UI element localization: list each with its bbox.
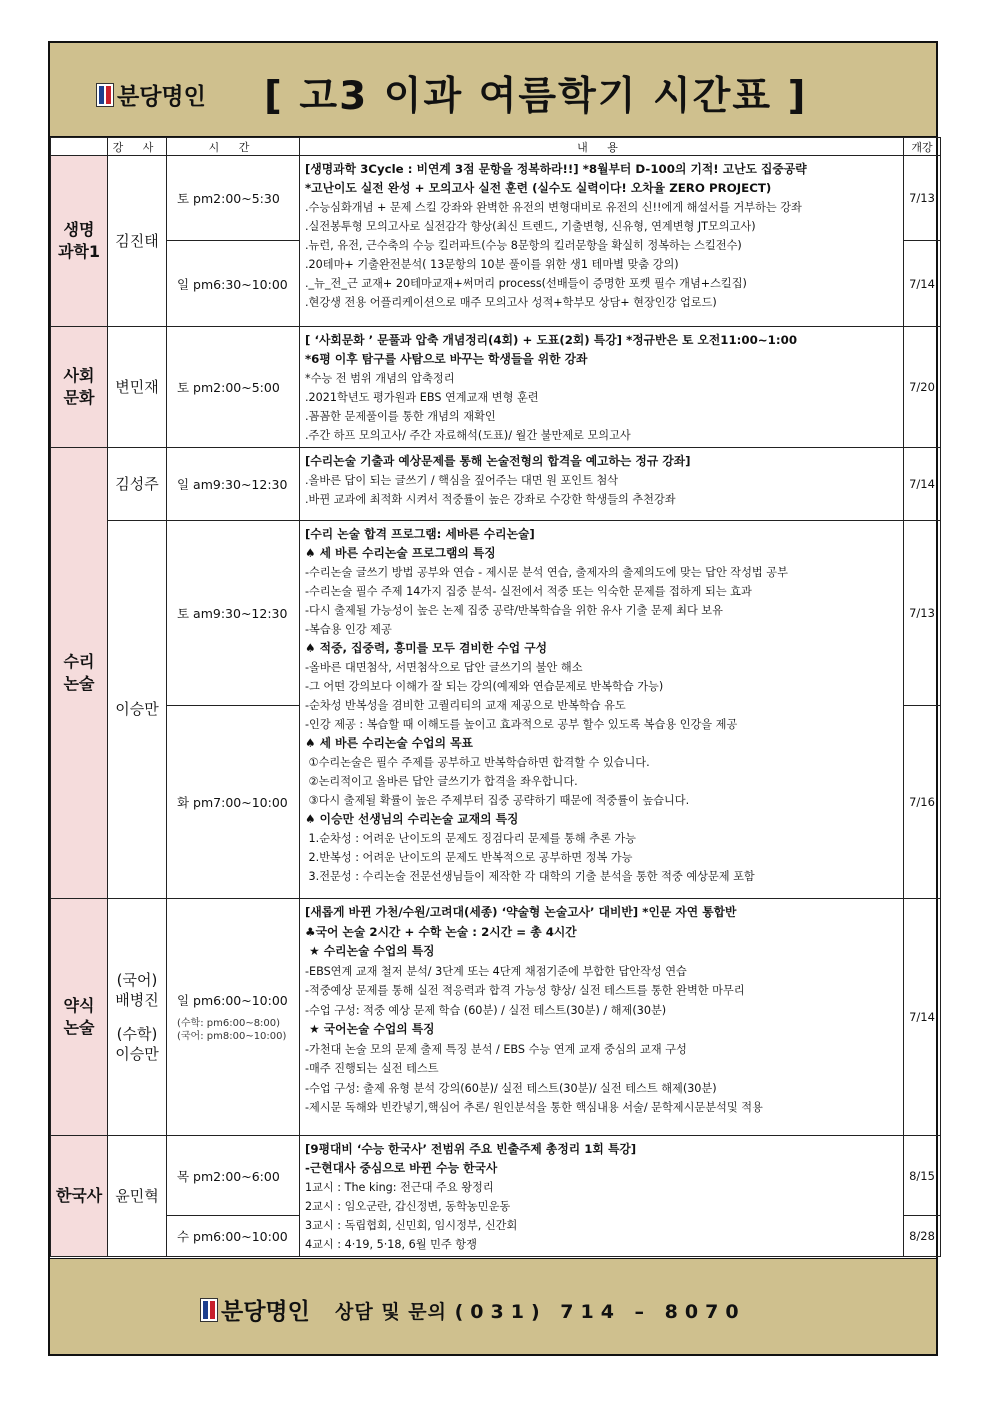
brand-logo-icon xyxy=(96,83,114,107)
content-line: 1교시 : The king: 전근대 주요 왕정리 xyxy=(305,1181,494,1194)
content-line: [새롭게 바뀐 가천/수원/고려대(세종) ‘약술형 논술고사’ 대비반] *인문 자연 통합반 xyxy=(305,905,737,919)
brand-name: 분당명인 xyxy=(117,84,206,110)
time-cell xyxy=(167,899,300,1136)
content-line: .20테마+ 기출완전분석( 13문항의 10분 풀이를 위한 생1 테마별 맞춤 강의) xyxy=(305,258,679,271)
content-line: 3.전문성 : 수리논술 전문선생님들이 제작한 각 대학의 기출 분석을 통한 적중 예상문제 포함 xyxy=(305,870,755,883)
content-line: -가천대 논술 모의 문제 출제 특징 분석 / EBS 수능 연계 교재 중심의 교재 구성 xyxy=(305,1042,687,1056)
content-line: 3교시 : 독립협회, 신민회, 임시정부, 신간회 xyxy=(305,1219,518,1232)
content-line: *수능 전 범위 개념의 압축정리 xyxy=(305,372,455,385)
content-line: .실전봉투형 모의고사로 실전감각 향상(최신 트렌드, 기출변형, 신유형, 연계변형 JT모의고사) xyxy=(305,220,756,233)
content-line: -제시문 독해와 빈칸넣기,핵심어 추론/ 원인분석을 통한 핵심내용 서술/ 문학제시문분석및 적용 xyxy=(305,1101,763,1114)
content-line: ★ 수리논술 수업의 특징 xyxy=(305,944,435,958)
content-line: -수업 구성: 출제 유형 분석 강의(60분)/ 실전 테스트(30분)/ 실전 테스트 해제(30분) xyxy=(305,1081,717,1095)
contact-info xyxy=(335,1297,746,1324)
content-line: .수능심화개념 + 문제 스킬 강좌와 완벽한 유전의 변형대비로 유전의 신!!에게 해설서를 거부하는 강좌 xyxy=(305,201,802,214)
content-line: -수리논술 필수 주제 14가지 집중 분석- 실전에서 적중 또는 익숙한 문제를 접하게 되는 효과 xyxy=(305,585,752,598)
content-line: -인강 제공 : 복습할 때 이해도를 높이고 효과적으로 공부 할수 있도록 복습용 인강을 제공 xyxy=(305,718,738,731)
teacher-cell: 김성주 xyxy=(108,448,167,521)
content-cell xyxy=(300,1136,904,1257)
column-header-start: 개강 xyxy=(904,138,941,156)
subject-cell: 수리 논술 xyxy=(51,448,108,899)
time-cell: 일 pm6:30~10:00 xyxy=(167,241,300,327)
content-line: -EBS연계 교재 철저 분석/ 3단계 또는 4단계 채점기준에 부합한 답안작성 연습 xyxy=(305,964,687,978)
time-cell: 목 pm2:00~6:00 xyxy=(167,1136,300,1216)
subject-cell: 생명 과학1 xyxy=(51,156,108,327)
content-line: ①수리논술은 필수 주제를 공부하고 반복학습하면 합격할 수 있습니다. xyxy=(305,756,650,769)
time-cell: 화 pm7:00~10:00 xyxy=(167,706,300,899)
content-line: -올바른 대면첨삭, 서면첨삭으로 답안 글쓰기의 불안 해소 xyxy=(305,661,583,674)
teacher-spacer xyxy=(108,1010,166,1024)
content-line: -그 어떤 강의보다 이해가 잘 되는 강의(예제와 연습문제로 반복학습 가능) xyxy=(305,680,664,693)
content-line: -복습용 인강 제공 xyxy=(305,623,392,636)
content-line: ♠ 적중, 집중력, 흥미를 모두 겸비한 수업 구성 xyxy=(305,641,548,655)
content-line: -수리논술 글쓰기 방법 공부와 연습 - 제시문 분석 연습, 출제자의 출제의도에 맞는 답안 작성법 공부 xyxy=(305,566,788,579)
content-line: *고난이도 실전 완성 + 모의고사 실전 훈련 (실수도 실력이다! 오차율 ZERO PROJECT) xyxy=(305,181,772,195)
teacher-math: (수학) 이승만 xyxy=(115,1025,159,1064)
content-line: .현강생 전용 어플리케이션으로 매주 모의고사 성적+학부모 상담+ 현장인강 업로드) xyxy=(305,296,717,309)
start-date-cell: 7/13 xyxy=(904,521,941,706)
footer-logo xyxy=(200,1293,310,1326)
subject-cell: 약식 논술 xyxy=(51,899,108,1136)
content-line: ★ 국어논술 수업의 특징 xyxy=(305,1022,435,1036)
content-line: .뉴런, 유전, 근수축의 수능 킬러파트(수능 8문항의 킬러문항을 확실히 정복하는 스킬전수) xyxy=(305,239,742,252)
time-cell: 토 pm2:00~5:00 xyxy=(167,327,300,448)
time-note: (수학: pm6:00~8:00) (국어: pm8:00~10:00) xyxy=(177,1018,287,1042)
time-cell: 토 pm2:00~5:30 xyxy=(167,156,300,241)
content-line: ♠ 이승만 선생님의 수리논술 교재의 특징 xyxy=(305,812,519,826)
column-header-subject xyxy=(51,138,108,156)
content-cell xyxy=(300,899,904,1136)
content-line: [수리 논술 합격 프로그램: 세바른 수리논술] xyxy=(305,527,535,541)
brand-logo-icon xyxy=(200,1298,218,1322)
content-line: ♣국어 논술 2시간 + 수학 논술 : 2시간 = 총 4시간 xyxy=(305,924,577,939)
start-date-cell: 8/28 xyxy=(904,1216,941,1257)
content-line: .2021학년도 평가원과 EBS 연계교재 변형 훈련 xyxy=(305,391,539,404)
table-row xyxy=(51,1136,941,1216)
content-line: -수업 구성: 적중 예상 문제 학습 (60분) / 실전 테스트(30분) / 해제(30분) xyxy=(305,1003,667,1017)
content-line: ②논리적이고 올바른 답안 글쓰기가 합격을 좌우합니다. xyxy=(305,775,578,788)
column-header-row xyxy=(51,138,941,156)
column-header-teacher: 강 사 xyxy=(108,138,167,156)
teacher-cell: 이승만 xyxy=(108,521,167,899)
content-line: *6평 이후 탐구를 사탐으로 바꾸는 학생들을 위한 강좌 xyxy=(305,352,588,366)
column-header-content: 내 용 xyxy=(300,138,904,156)
page-title: [ 고3 이과 여름학기 시간표 ] xyxy=(264,74,808,119)
header-band xyxy=(50,43,936,137)
time-cell: 수 pm6:00~10:00 xyxy=(167,1216,300,1257)
content-line: ._뉴_전_근 교재+ 20테마교재+써머리 process(선배들이 증명한 포켓 필수 개념+스킬집) xyxy=(305,277,747,290)
start-date-cell: 7/14 xyxy=(904,899,941,1136)
content-cell xyxy=(300,156,904,327)
timetable-frame xyxy=(48,41,938,1356)
subject-cell: 사회 문화 xyxy=(51,327,108,448)
content-line: .바뀐 교과에 최적화 시켜서 적중률이 높은 강좌로 수강한 학생들의 추천강좌 xyxy=(305,493,676,506)
start-date-cell: 8/15 xyxy=(904,1136,941,1216)
table-row xyxy=(51,156,941,241)
teacher-korean: (국어) 배병진 xyxy=(115,970,159,1009)
start-date-cell: 7/14 xyxy=(904,448,941,521)
content-line: ♠ 세 바른 수리논술 수업의 목표 xyxy=(305,736,473,750)
content-line: -근현대사 중심으로 바뀐 수능 한국사 xyxy=(305,1161,498,1175)
brand-logo xyxy=(96,78,206,111)
table-row xyxy=(51,899,941,1136)
contact-label: 상담 및 문의 xyxy=(335,1301,447,1323)
content-line: -순차성 반복성을 겸비한 고퀄리티의 교재 제공으로 반복학습 유도 xyxy=(305,699,626,712)
teacher-cell: 윤민혁 xyxy=(108,1136,167,1257)
phone-number: (031) 714 – 8070 xyxy=(454,1301,746,1323)
content-line: .꼼꼼한 문제풀이를 통한 개념의 재확인 xyxy=(305,410,496,423)
content-cell xyxy=(300,327,904,448)
teacher-cell: 변민재 xyxy=(108,327,167,448)
content-line: 2교시 : 임오군란, 갑신정변, 동학농민운동 xyxy=(305,1200,511,1213)
time-cell: 토 am9:30~12:30 xyxy=(167,521,300,706)
content-line: [수리논술 기출과 예상문제를 통해 논술전형의 합격을 예고하는 정규 강좌] xyxy=(305,454,691,468)
start-date-cell: 7/13 xyxy=(904,156,941,241)
footer-band xyxy=(50,1258,936,1354)
table-row xyxy=(51,521,941,706)
brand-name: 분당명인 xyxy=(221,1299,310,1325)
start-date-cell: 7/16 xyxy=(904,706,941,899)
subject-cell: 한국사 xyxy=(51,1136,108,1257)
content-line: [생명과학 3Cycle : 비연계 3점 문항을 정복하라!!] *8월부터 D-100의 기적! 고난도 집중공략 xyxy=(305,162,807,176)
content-line: .주간 하프 모의고사/ 주간 자료해석(도표)/ 월간 불만제로 모의고사 xyxy=(305,429,631,442)
teacher-cell xyxy=(108,899,167,1136)
content-line: -적중예상 문제를 통해 실전 적응력과 합격 가능성 향상/ 실전 테스트를 통한 완벽한 마무리 xyxy=(305,984,745,997)
content-line: ♠ 세 바른 수리논술 프로그램의 특징 xyxy=(305,546,496,560)
content-line: -매주 진행되는 실전 테스트 xyxy=(305,1062,439,1075)
content-line: [ ‘사회문화 ’ 문풀과 압축 개념정리(4회) + 도표(2회) 특강] *정규반은 토 오전11:00~1:00 xyxy=(305,333,798,347)
time-main: 일 pm6:00~10:00 xyxy=(177,993,288,1008)
content-line: .올바른 답이 되는 글쓰기 / 핵심을 짚어주는 대면 원 포인트 첨삭 xyxy=(305,474,619,487)
content-line: 2.반복성 : 어려운 난이도의 문제도 반복적으로 공부하면 정복 가능 xyxy=(305,851,633,864)
column-header-time: 시 간 xyxy=(167,138,300,156)
content-line: ③다시 출제될 확률이 높은 주제부터 집중 공략하기 때문에 적중률이 높습니다. xyxy=(305,794,690,807)
table-row xyxy=(51,448,941,521)
teacher-cell: 김진태 xyxy=(108,156,167,327)
table-row xyxy=(51,327,941,448)
schedule-table xyxy=(50,137,941,1257)
content-cell xyxy=(300,448,904,521)
content-line: 1.순차성 : 어려운 난이도의 문제도 징검다리 문제를 통해 추론 가능 xyxy=(305,832,636,845)
time-cell: 일 am9:30~12:30 xyxy=(167,448,300,521)
start-date-cell: 7/14 xyxy=(904,241,941,327)
content-line: -다시 출제될 가능성이 높은 논제 집중 공략/반복학습을 위한 유사 기출 문제 최다 보유 xyxy=(305,604,723,617)
content-cell xyxy=(300,521,904,899)
start-date-cell: 7/20 xyxy=(904,327,941,448)
content-line: [9평대비 ‘수능 한국사’ 전범위 주요 빈출주제 총정리 1회 특강] xyxy=(305,1142,637,1156)
content-line: 4교시 : 4·19, 5·18, 6월 민주 항쟁 xyxy=(305,1238,477,1251)
